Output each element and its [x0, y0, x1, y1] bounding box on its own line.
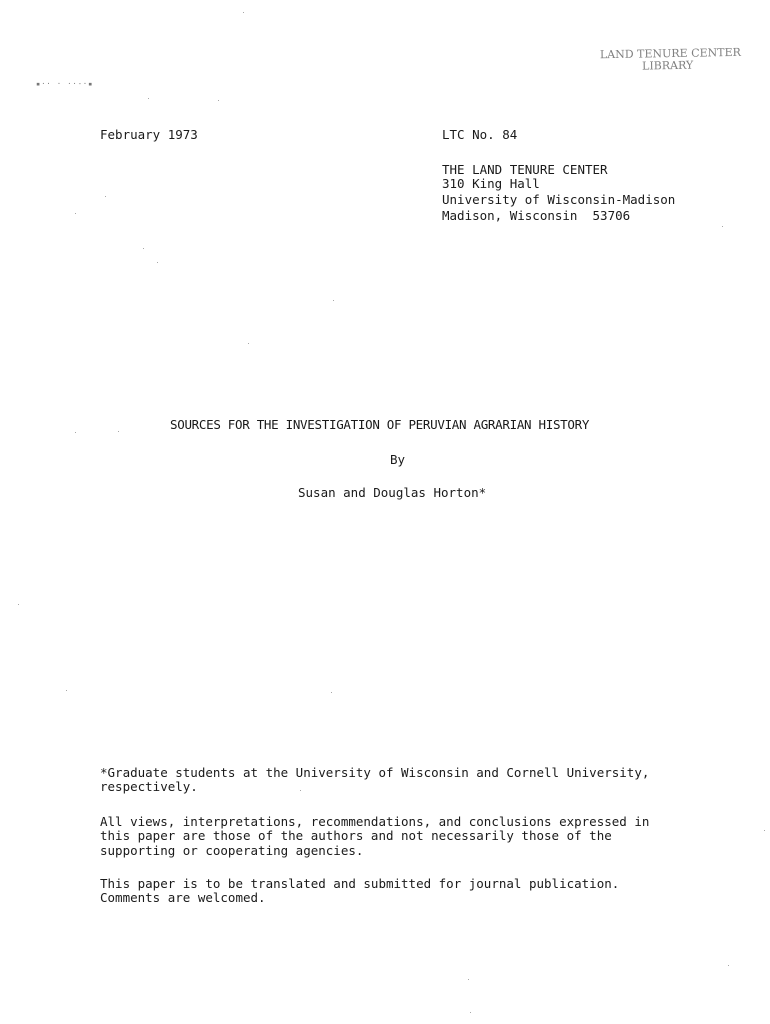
library-stamp — [600, 47, 750, 74]
authors: Susan and Douglas Horton* — [298, 485, 487, 500]
address-line: Madison, Wisconsin 53706 — [442, 208, 631, 223]
scan-speck — [764, 830, 765, 831]
scan-speck — [143, 248, 144, 249]
scan-speck — [148, 98, 149, 99]
document-title: SOURCES FOR THE INVESTIGATION OF PERUVIAN AGRARIAN HISTORY — [170, 417, 590, 432]
scan-speck — [105, 196, 106, 197]
footnote-line: This paper is to be translated and submitted for journal publication. — [100, 876, 620, 891]
scan-speck — [331, 692, 332, 693]
scan-speck — [468, 979, 469, 980]
stamp-line-2: LIBRARY — [641, 58, 694, 73]
scan-speck — [118, 431, 119, 432]
footnote-line: respectively. — [100, 779, 198, 794]
footnote-line: Comments are welcomed. — [100, 890, 266, 905]
scan-speck — [18, 604, 19, 605]
scan-speck — [75, 432, 76, 433]
scan-speck — [333, 300, 334, 301]
scan-speck — [728, 965, 729, 966]
scan-speck — [243, 12, 244, 13]
footnote-line: *Graduate students at the University of Wisconsin and Cornell University, — [100, 765, 650, 780]
ltc-number: LTC No. 84 — [442, 127, 518, 142]
stamp-line-1: LAND TENURE CENTER — [599, 45, 741, 62]
scan-speck — [470, 1012, 471, 1013]
date: February 1973 — [100, 127, 198, 142]
scan-speck — [66, 690, 67, 691]
scan-speck — [157, 262, 158, 263]
scan-speck — [218, 100, 219, 101]
scan-speck — [300, 790, 301, 791]
footnote-line: All views, interpretations, recommendations, and conclusions expressed in — [100, 814, 650, 829]
scan-artifact: ▪·· · ··-·▪ — [36, 80, 94, 88]
address-line: University of Wisconsin-Madison — [442, 192, 676, 207]
footnote-line: supporting or cooperating agencies. — [100, 843, 364, 858]
address-line: THE LAND TENURE CENTER — [442, 162, 608, 177]
scan-speck — [75, 213, 76, 214]
address-line: 310 King Hall — [442, 176, 540, 191]
scan-speck — [248, 343, 249, 344]
byline: By — [390, 452, 406, 467]
footnote-line: this paper are those of the authors and not necessarily those of the — [100, 828, 612, 843]
scan-speck — [722, 226, 723, 227]
